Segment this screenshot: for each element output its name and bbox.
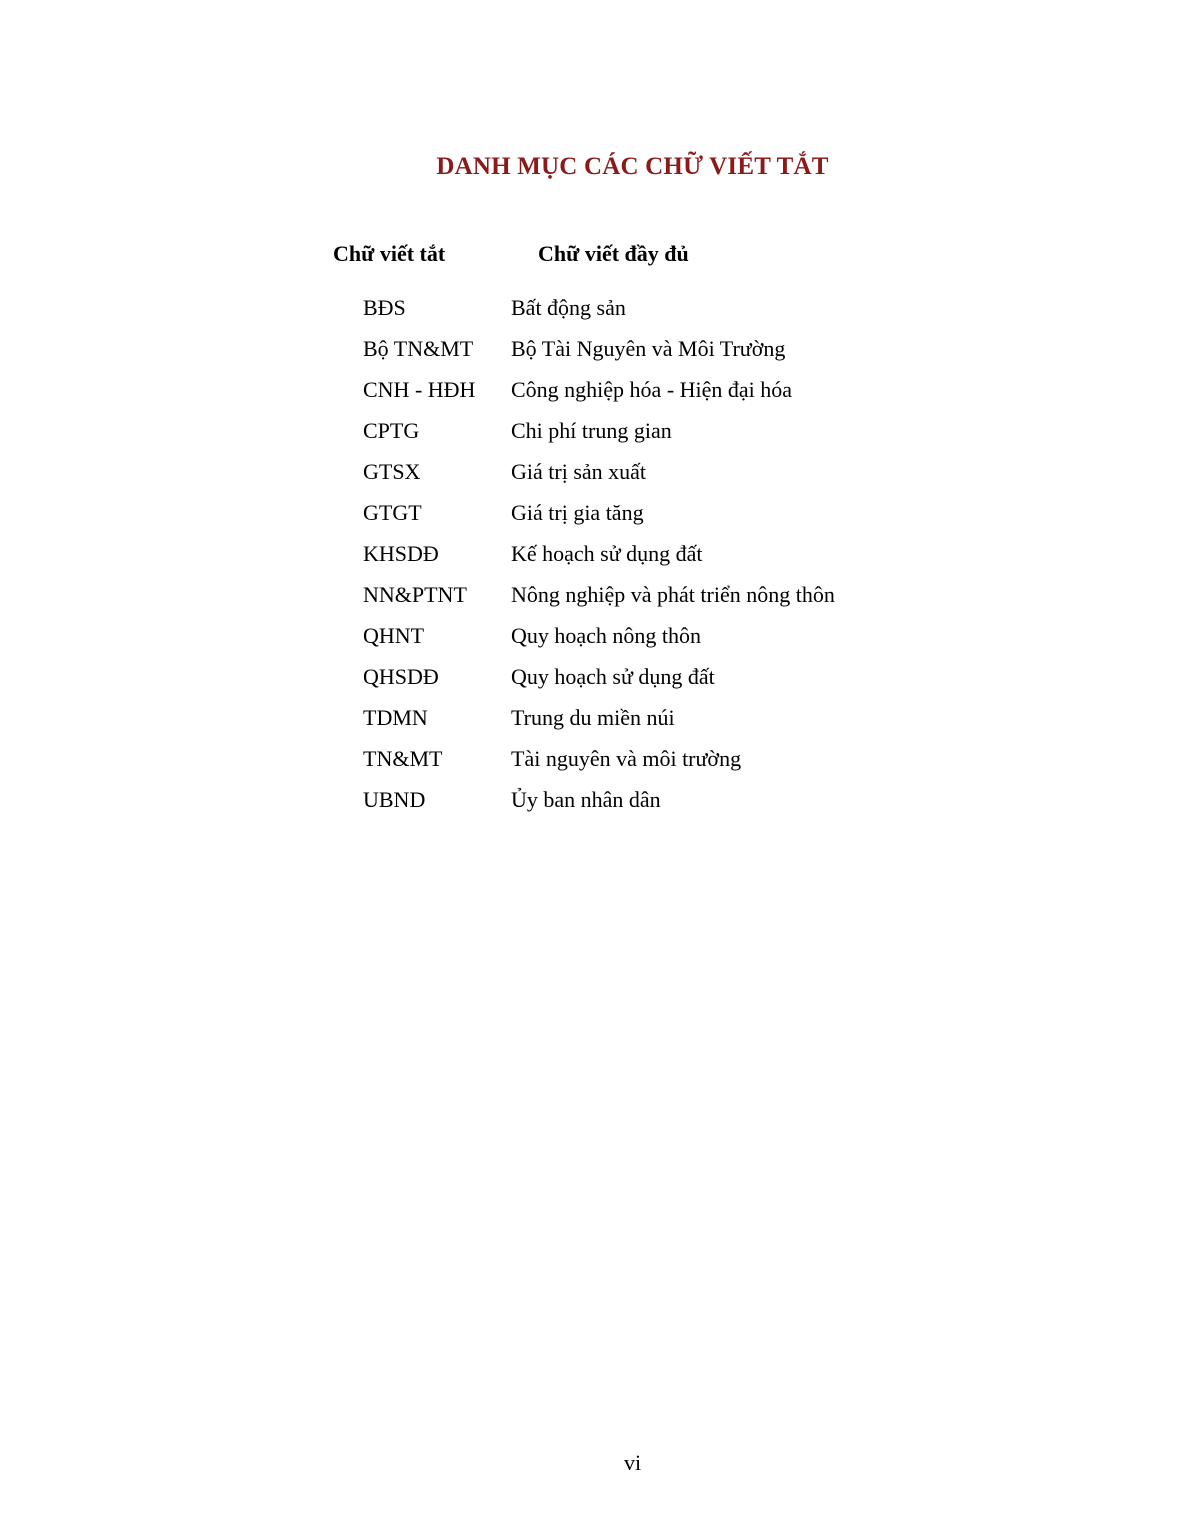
column-header-full-form: Chữ viết đầy đủ (538, 241, 689, 266)
abbreviation: QHSDĐ (363, 664, 439, 689)
abbreviation: BĐS (363, 295, 406, 320)
list-item (363, 623, 923, 664)
full-form: Quy hoạch sử dụng đất (511, 664, 715, 689)
abbreviation: QHNT (363, 623, 425, 648)
list-item (363, 746, 923, 787)
abbreviation: CNH - HĐH (363, 377, 476, 402)
list-item (363, 295, 923, 336)
abbreviation: TDMN (363, 705, 428, 730)
abbreviation: Bộ TN&MT (363, 336, 474, 361)
list-item (363, 541, 923, 582)
abbreviation: NN&PTNT (363, 582, 467, 607)
list-item (363, 705, 923, 746)
list-item (363, 459, 923, 500)
full-form: Giá trị sản xuất (511, 459, 647, 484)
abbreviation: GTSX (363, 459, 421, 484)
full-form: Giá trị gia tăng (511, 500, 644, 525)
list-item (363, 377, 923, 418)
full-form: Nông nghiệp và phát triển nông thôn (511, 582, 835, 607)
abbreviation-list (363, 295, 923, 828)
page-number: vi (623, 1450, 642, 1475)
full-form: Bộ Tài Nguyên và Môi Trường (511, 336, 786, 361)
full-form: Công nghiệp hóa - Hiện đại hóa (511, 377, 793, 402)
full-form: Tài nguyên và môi trường (511, 746, 742, 771)
abbreviation: CPTG (363, 418, 420, 443)
list-item (363, 336, 923, 377)
list-item (363, 582, 923, 623)
full-form: Quy hoạch nông thôn (511, 623, 702, 648)
list-item (363, 664, 923, 705)
abbreviation: GTGT (363, 500, 422, 525)
page-title: DANH MỤC CÁC CHỮ VIẾT TẮT (436, 153, 829, 180)
full-form: Kế hoạch sử dụng đất (511, 541, 703, 566)
abbreviation: KHSDĐ (363, 541, 439, 566)
column-header-abbreviation: Chữ viết tắt (333, 241, 446, 266)
list-item (363, 500, 923, 541)
full-form: Bất động sản (511, 295, 626, 320)
full-form: Trung du miền núi (511, 705, 675, 730)
abbreviation: TN&MT (363, 746, 443, 771)
full-form: Chi phí trung gian (511, 418, 672, 443)
full-form: Ủy ban nhân dân (511, 787, 661, 812)
abbreviation: UBND (363, 787, 426, 812)
list-item (363, 787, 923, 828)
list-item (363, 418, 923, 459)
